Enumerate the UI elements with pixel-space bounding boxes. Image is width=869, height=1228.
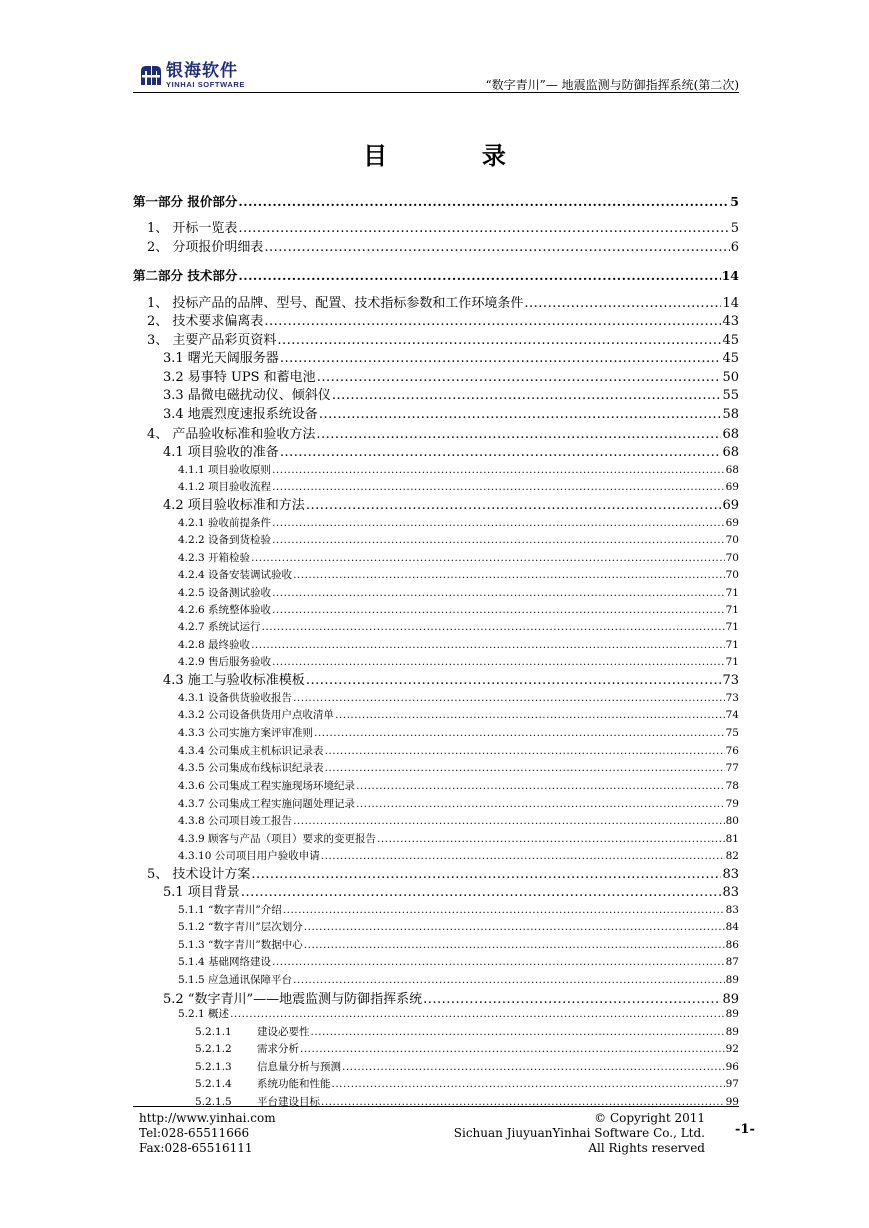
toc-page-number: 58 xyxy=(722,407,739,422)
toc-entry[interactable] xyxy=(163,499,739,512)
toc-entry[interactable] xyxy=(178,518,739,529)
toc-entry-label: 4.2.6 系统整体验收 xyxy=(178,604,272,616)
toc-entry-label: 4.2.4 设备安装调试验收 xyxy=(178,569,293,581)
toc-entry-label: 4.3.9 顾客与产品（项目）要求的变更报告 xyxy=(178,833,377,845)
toc-entry[interactable] xyxy=(147,868,739,881)
toc-entry[interactable] xyxy=(163,446,739,459)
toc-entry[interactable] xyxy=(163,408,739,421)
toc-entry-number: 5.2.1.2 xyxy=(195,1043,232,1055)
toc-entry-label: 4.2.9 售后服务验收 xyxy=(178,656,272,668)
toc-dot-leader xyxy=(325,746,725,757)
toc-entry[interactable] xyxy=(163,886,739,899)
toc-entry-label: 4.3.6 公司集成工程实施现场环境纪录 xyxy=(178,780,356,792)
footer-url[interactable]: http://www.yinhai.com xyxy=(139,1111,276,1125)
toc-entry[interactable] xyxy=(147,297,739,310)
toc-dot-leader xyxy=(332,389,722,402)
toc-entry[interactable] xyxy=(163,993,739,1006)
toc-entry[interactable] xyxy=(178,781,739,792)
toc-dot-leader xyxy=(251,553,725,564)
toc-entry-number: 5.2.1.1 xyxy=(195,1026,232,1038)
toc-page-number: 70 xyxy=(725,552,739,564)
toc-entry-label: 4.1.1 项目验收原则 xyxy=(178,464,272,476)
title-char-2: 录 xyxy=(481,141,506,170)
toc-entry[interactable] xyxy=(195,1027,739,1038)
toc-page-number: 73 xyxy=(725,692,739,704)
toc-entry-label: 3.2 易事特 UPS 和蓄电池 xyxy=(163,370,316,385)
toc-entry-label: 1、 开标一览表 xyxy=(147,221,238,236)
toc-dot-leader xyxy=(277,334,721,347)
logo-english-text: YINHAI SOFTWARE xyxy=(166,80,246,89)
toc-entry-text: 建设必要性 xyxy=(257,1026,310,1038)
toc-page-number: 89 xyxy=(722,992,739,1007)
toc-entry-label xyxy=(195,1027,310,1038)
toc-dot-leader xyxy=(272,465,725,476)
toc-entry-label: 5.1.3 “数字青川”数据中心 xyxy=(178,939,303,951)
toc-entry-text: 平台建设目标 xyxy=(257,1096,320,1108)
toc-dot-leader xyxy=(238,222,729,235)
toc-page-number: 73 xyxy=(722,673,739,688)
toc-page-number: 86 xyxy=(725,939,739,951)
toc-page-number: 45 xyxy=(722,351,739,366)
toc-entry[interactable] xyxy=(147,334,739,347)
document-title xyxy=(0,136,869,171)
toc-entry-text: 系统功能和性能 xyxy=(257,1078,331,1090)
toc-page-number: 76 xyxy=(725,745,739,757)
toc-page-number: 70 xyxy=(725,534,739,546)
toc-entry-label: 4.2.8 最终验收 xyxy=(178,639,251,651)
toc-entry-label: 第一部分 报价部分 xyxy=(133,194,238,209)
toc-page-number: 99 xyxy=(725,1096,739,1108)
toc-entry-label: 4.3.10 公司项目用户验收申请 xyxy=(178,850,320,862)
toc-entry[interactable] xyxy=(195,1062,739,1073)
footer-fax: Fax:028-65516111 xyxy=(139,1141,253,1155)
toc-entry[interactable] xyxy=(163,674,739,687)
toc-entry-label: 4.3.2 公司设备供货用户点收清单 xyxy=(178,709,335,721)
toc-entry[interactable] xyxy=(178,693,739,704)
toc-page-number: 55 xyxy=(722,388,739,403)
toc-page-number: 69 xyxy=(722,498,739,513)
toc-dot-leader xyxy=(272,657,725,668)
toc-dot-leader xyxy=(300,1044,725,1055)
toc-dot-leader xyxy=(293,975,725,986)
toc-page-number: 75 xyxy=(725,727,739,739)
toc-dot-leader xyxy=(293,816,725,827)
toc-page-number: 89 xyxy=(725,1026,739,1038)
toc-page-number: 68 xyxy=(725,464,739,476)
toc-page-number: 71 xyxy=(725,639,739,651)
toc-entry[interactable] xyxy=(178,657,739,668)
toc-entry-label: 第二部分 技术部分 xyxy=(133,268,238,283)
toc-dot-leader xyxy=(316,428,721,441)
toc-entry[interactable] xyxy=(147,241,739,254)
toc-page-number: 79 xyxy=(725,798,739,810)
toc-entry[interactable] xyxy=(178,1009,739,1020)
toc-page-number: 83 xyxy=(722,867,739,882)
toc-page-number: 14 xyxy=(721,268,739,283)
toc-entry-text: 需求分析 xyxy=(257,1043,299,1055)
toc-entry[interactable] xyxy=(178,851,739,862)
toc-entry-label: 4.3.3 公司实施方案评审准则 xyxy=(178,727,314,739)
toc-page-number: 5 xyxy=(730,194,739,209)
toc-dot-leader xyxy=(293,570,725,581)
toc-entry-label: 4.3.1 设备供货验收报告 xyxy=(178,692,293,704)
toc-entry[interactable] xyxy=(163,389,739,402)
toc-entry-label: 5.1.4 基础网络建设 xyxy=(178,956,272,968)
toc-dot-leader xyxy=(251,868,721,881)
toc-page-number: 68 xyxy=(722,445,739,460)
toc-page-number: 74 xyxy=(725,709,739,721)
toc-entry[interactable] xyxy=(178,465,739,476)
toc-entry[interactable] xyxy=(178,940,739,951)
toc-entry[interactable] xyxy=(195,1079,739,1090)
toc-page-number: 87 xyxy=(725,956,739,968)
toc-page-number: 97 xyxy=(725,1078,739,1090)
toc-dot-leader xyxy=(332,1079,725,1090)
toc-entry[interactable] xyxy=(147,222,739,235)
toc-dot-leader xyxy=(283,905,725,916)
toc-dot-leader xyxy=(238,196,729,209)
toc-entry[interactable] xyxy=(178,905,739,916)
toc-entry-label: 4、 产品验收标准和验收方法 xyxy=(147,427,316,442)
toc-entry[interactable] xyxy=(133,270,739,283)
toc-dot-leader xyxy=(306,674,722,687)
toc-entry-label: 3、 主要产品彩页资料 xyxy=(147,333,277,348)
toc-entry[interactable] xyxy=(178,588,739,599)
toc-entry-label: 2、 技术要求偏离表 xyxy=(147,314,264,329)
toc-dot-leader xyxy=(317,371,722,384)
toc-page-number: 71 xyxy=(725,656,739,668)
header-title: “数字青川”— 地震监测与防御指挥系统(第二次) xyxy=(485,78,739,92)
toc-dot-leader xyxy=(272,518,725,529)
toc-entry-label: 4.2.5 设备测试验收 xyxy=(178,587,272,599)
toc-page-number: 77 xyxy=(725,762,739,774)
toc-page-number: 45 xyxy=(722,333,739,348)
toc-dot-leader xyxy=(272,588,725,599)
toc-dot-leader xyxy=(280,352,722,365)
toc-entry-label: 5.1.2 “数字青川”层次划分 xyxy=(178,921,303,933)
toc-entry[interactable] xyxy=(178,799,739,810)
toc-entry-label: 4.2.1 验收前提条件 xyxy=(178,517,272,529)
company-logo xyxy=(139,63,245,89)
toc-page-number: 78 xyxy=(725,780,739,792)
toc-entry-label: 4.3.5 公司集成布线标识纪录表 xyxy=(178,762,324,774)
toc-entry[interactable] xyxy=(178,728,739,739)
toc-entry-text: 信息量分析与预测 xyxy=(257,1061,341,1073)
toc-page-number: 69 xyxy=(725,481,739,493)
toc-entry-label: 5、 技术设计方案 xyxy=(147,867,251,882)
toc-entry-number: 5.2.1.5 xyxy=(195,1096,232,1108)
toc-page-number: 71 xyxy=(725,587,739,599)
toc-entry-label: 4.3.7 公司集成工程实施问题处理记录 xyxy=(178,798,356,810)
toc-page-number: 71 xyxy=(725,621,739,633)
page-header xyxy=(133,60,739,93)
toc-dot-leader xyxy=(311,1027,725,1038)
toc-entry[interactable] xyxy=(133,196,739,209)
toc-dot-leader xyxy=(321,851,725,862)
toc-entry[interactable] xyxy=(178,816,739,827)
toc-entry-label: 3.1 曙光天阔服务器 xyxy=(163,351,279,366)
toc-entry-label: 4.2.3 开箱检验 xyxy=(178,552,251,564)
toc-dot-leader xyxy=(306,499,722,512)
toc-dot-leader xyxy=(238,270,720,283)
page-footer xyxy=(133,1106,739,1155)
footer-copyright: © Copyright 2011 xyxy=(594,1111,705,1125)
yinhai-logo-icon xyxy=(139,63,163,87)
toc-page-number: 84 xyxy=(725,921,739,933)
toc-entry-label xyxy=(195,1062,341,1073)
toc-entry[interactable] xyxy=(163,371,739,384)
toc-entry-label: 5.2.1 概述 xyxy=(178,1008,230,1020)
toc-page-number: 89 xyxy=(725,974,739,986)
toc-entry-label: 3.3 晶微电磁扰动仪、倾斜仪 xyxy=(163,388,331,403)
toc-dot-leader xyxy=(230,1009,725,1020)
toc-entry-label: 4.2.7 系统试运行 xyxy=(178,621,261,633)
toc-dot-leader xyxy=(280,446,722,459)
toc-entry[interactable] xyxy=(195,1044,739,1055)
toc-dot-leader xyxy=(524,297,721,310)
footer-rights: All Rights reserved xyxy=(588,1141,705,1155)
logo-chinese-text: 银海软件 xyxy=(166,61,238,81)
toc-dot-leader xyxy=(319,408,722,421)
toc-entry[interactable] xyxy=(147,315,739,328)
toc-entry-label: 5.1 项目背景 xyxy=(163,885,240,900)
toc-page-number: 50 xyxy=(722,370,739,385)
toc-page-number: 82 xyxy=(725,850,739,862)
toc-page-number: 70 xyxy=(725,569,739,581)
toc-dot-leader xyxy=(335,710,725,721)
toc-page-number: 6 xyxy=(730,240,739,255)
toc-page-number: 89 xyxy=(725,1008,739,1020)
toc-entry-label: 4.2 项目验收标准和方法 xyxy=(163,498,305,513)
toc-dot-leader xyxy=(272,957,725,968)
toc-entry[interactable] xyxy=(178,622,739,633)
toc-dot-leader xyxy=(423,993,721,1006)
toc-dot-leader xyxy=(272,605,725,616)
toc-page-number: 69 xyxy=(725,517,739,529)
toc-entry-label: 5.1.5 应急通讯保障平台 xyxy=(178,974,293,986)
toc-entry-label: 5.1.1 “数字青川”介绍 xyxy=(178,904,282,916)
toc-dot-leader xyxy=(264,241,729,254)
toc-page-number: 80 xyxy=(725,815,739,827)
toc-dot-leader xyxy=(241,886,722,899)
toc-dot-leader xyxy=(314,728,725,739)
toc-page-number: 5 xyxy=(730,221,739,236)
footer-tel: Tel:028-65511666 xyxy=(139,1126,250,1140)
toc-dot-leader xyxy=(264,315,721,328)
toc-dot-leader xyxy=(356,799,725,810)
toc-entry[interactable] xyxy=(178,834,739,845)
toc-dot-leader xyxy=(262,622,725,633)
toc-entry[interactable] xyxy=(178,763,739,774)
toc-entry[interactable] xyxy=(163,352,739,365)
page-number: -1- xyxy=(735,1122,755,1137)
toc-entry[interactable] xyxy=(178,746,739,757)
toc-entry[interactable] xyxy=(178,482,739,493)
toc-entry[interactable] xyxy=(178,570,739,581)
toc-entry-label: 3.4 地震烈度速报系统设备 xyxy=(163,407,318,422)
title-char-1: 目 xyxy=(363,141,388,170)
toc-dot-leader xyxy=(304,940,725,951)
toc-entry-label: 4.3.4 公司集成主机标识记录表 xyxy=(178,745,324,757)
toc-entry[interactable] xyxy=(178,553,739,564)
toc-page-number: 83 xyxy=(722,885,739,900)
footer-company: Sichuan JiuyuanYinhai Software Co., Ltd. xyxy=(453,1126,705,1140)
toc-entry[interactable] xyxy=(178,922,739,933)
toc-entry-label: 4.2.2 设备到货检验 xyxy=(178,534,272,546)
toc-dot-leader xyxy=(342,1062,725,1073)
toc-entry-label: 4.1 项目验收的准备 xyxy=(163,445,279,460)
toc-entry[interactable] xyxy=(178,535,739,546)
toc-entry-label: 2、 分项报价明细表 xyxy=(147,240,264,255)
toc-entry-label: 5.2 “数字青川”——地震监测与防御指挥系统 xyxy=(163,992,423,1007)
toc-page-number: 43 xyxy=(722,314,739,329)
toc-entry-number: 5.2.1.3 xyxy=(195,1061,232,1073)
toc-entry-number: 5.2.1.4 xyxy=(195,1078,232,1090)
toc-dot-leader xyxy=(325,763,725,774)
toc-dot-leader xyxy=(377,834,725,845)
toc-page-number: 68 xyxy=(722,427,739,442)
toc-dot-leader xyxy=(293,693,725,704)
toc-entry[interactable] xyxy=(178,957,739,968)
toc-dot-leader xyxy=(251,640,725,651)
toc-entry-label: 4.1.2 项目验收流程 xyxy=(178,481,272,493)
toc-page-number: 96 xyxy=(725,1061,739,1073)
toc-dot-leader xyxy=(272,535,725,546)
toc-entry-label: 4.3 施工与验收标准模板 xyxy=(163,673,305,688)
toc-entry[interactable] xyxy=(147,428,739,441)
toc-entry[interactable] xyxy=(178,605,739,616)
toc-page-number: 14 xyxy=(722,296,739,311)
toc-dot-leader xyxy=(356,781,725,792)
toc-entry[interactable] xyxy=(178,975,739,986)
toc-entry[interactable] xyxy=(178,710,739,721)
toc-entry-label xyxy=(195,1044,299,1055)
toc-entry-label: 4.3.8 公司项目竣工报告 xyxy=(178,815,293,827)
toc-page-number: 81 xyxy=(725,833,739,845)
toc-entry-label: 1、 投标产品的品牌、型号、配置、技术指标参数和工作环境条件 xyxy=(147,296,524,311)
toc-dot-leader xyxy=(304,922,725,933)
toc-entry-label xyxy=(195,1079,331,1090)
toc-page-number: 71 xyxy=(725,604,739,616)
toc-page-number: 92 xyxy=(725,1043,739,1055)
toc-entry[interactable] xyxy=(178,640,739,651)
toc-page-number: 83 xyxy=(725,904,739,916)
toc-dot-leader xyxy=(272,482,725,493)
